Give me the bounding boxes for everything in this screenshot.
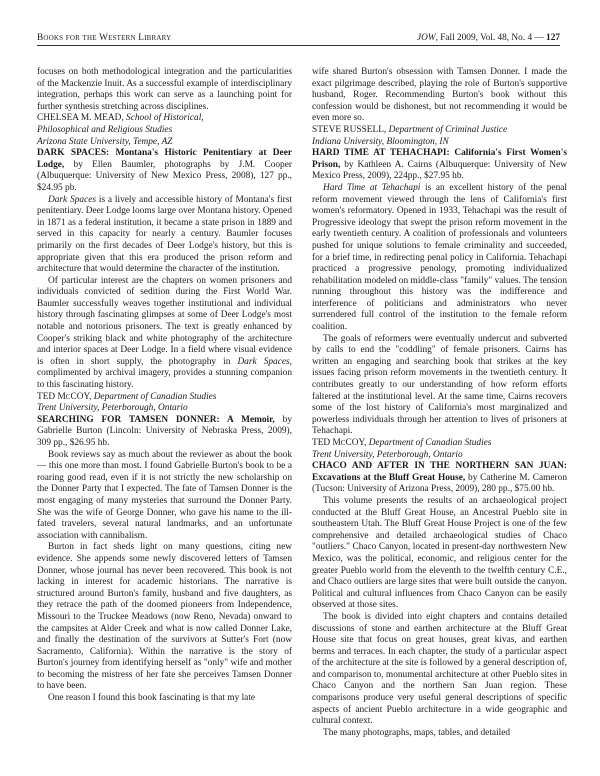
reviewer-affiliation: Department of Criminal Justice xyxy=(388,124,508,135)
review-book-details: by Catherine M. Cameron (Tucson: University of Arizona Press, 2009), 280 pp., $75.00 hb. xyxy=(312,472,567,495)
review-paragraph xyxy=(312,183,567,334)
book-review xyxy=(312,148,567,461)
review-book-details: by Kathleen A. Cairns (Albuquerque: University of New Mexico Press, 2009), 224pp., $27.95 hb. xyxy=(312,159,567,182)
review-book-details: by Gabrielle Burton (Lincoln: University of Nebraska Press, 2009), 309 pp., $26.95 hb. xyxy=(37,414,292,448)
left-column xyxy=(37,67,292,705)
review-paragraph: The many photographs, maps, tables, and detailed xyxy=(323,727,511,738)
right-column xyxy=(312,67,567,739)
header-journal: JOW xyxy=(416,33,436,43)
review-paragraph: Book reviews say as much about the reviewer as about the book — this one more than most. I found Gabrielle Burton's book to be a roaring good read, even if it is not strictly the new scholarship on the Donner Party that I expected. The fate of Tamsen Donner is the most engaging of many mysteries that surround the Donner Party. She was the wife of George Donner, who gave his name to the ill-fated travelers, several natural landmarks, and an unfortunate association with cannibalism. xyxy=(37,449,292,541)
reviewer-affiliation: Department of Canadian Studies xyxy=(93,391,217,402)
reviewer-signature xyxy=(37,113,292,148)
review-paragraph: This volume presents the results of an archaeological project conducted at the Bluff Great House, an Ancestral Pueblo site in southeastern Utah. The Bluff Great House Project is one of the few comprehensive and detailed archaeological studies of Chaco "outliers." Chaco Canyon, located in present-day northwestern New Mexico, was the political, economic, and religious center for the greater Pueblo world from the eleventh to the twelfth century C.E., and Chaco outliers are large sites that were built outside the canyon. Political and cultural influences from Chaco Canyon can be easily observed at those sites. xyxy=(312,495,567,611)
review-paragraph: The book is divided into eight chapters and contains detailed discussions of stone and earthen architecture at the Bluff Great House site that focus on great houses, great kivas, and earthen berms and terraces. In each chapter, the study of a particular aspect of the architecture at the site is followed by a general description of, and comparison to, monumental architecture at other Pueblo sites in Chaco Canyon and the northern San Juan region. These comparisons produce very useful general descriptions of specific aspects of ancient Pueblo architecture in a wide geographic and cultural context. xyxy=(312,611,567,727)
review-paragraph xyxy=(37,276,292,392)
reviewer-name: TED McCOY, xyxy=(312,438,367,448)
header-citation xyxy=(417,33,560,43)
reviewer-affiliation: Trent University, Peterborough, Ontario xyxy=(312,449,463,460)
review-book-title: SEARCHING FOR TAMSEN DONNER: A Memoir, xyxy=(37,414,275,425)
continued-review-text: wife shared Burton's obsession with Tamsen Donner. I made the exact pilgrimage described, playing the role of Burton's supportive husband, Roger. Recommending Burton's book without this confession would be dishonest, but not recommending it would be even more so. xyxy=(312,67,567,124)
page-number: 127 xyxy=(546,33,560,43)
running-header xyxy=(37,31,560,46)
italic-title: Hard Time at Tehachapi xyxy=(323,182,421,193)
italic-title: Dark Spaces xyxy=(48,194,96,205)
reviewer-name: CHELSEA M. MEAD, xyxy=(37,113,124,124)
review-book-details: by Ellen Baumler, photographs by J.M. Cooper (Albuquerque: University of New Mexico Press, 2008), 127 pp., $24.95 pb. xyxy=(37,159,292,193)
review-book-title: DARK SPACES: Montana's Historic Penitentiary at Deer Lodge, xyxy=(37,148,292,170)
reviewer-affiliation: School of Historical, xyxy=(126,113,204,124)
book-review xyxy=(37,148,292,415)
continued-review-text: focuses on both methodological integration and the particularities of the Mackenzie Inuit. As a successful example of interdisciplinary integration, perhaps this work can serve as a launching point for further synthesis stretching across disciplines. xyxy=(37,67,292,112)
reviewer-affiliation: Department of Canadian Studies xyxy=(368,438,492,448)
review-paragraph: The goals of reformers were eventually undercut and subverted by calls to end the "coddling" of female prisoners. Cairns has written an engaging and searching book that strikes at the key issues facing prison reform movements in the twentieth century. It contributes greatly to our understanding of how reform efforts faltered at the institutional level. At the same time, Cairns recovers some of the lost history of California's most marginalized and powerless individuals through her attention to lives of prisoners at Tehachapi. xyxy=(312,333,567,437)
reviewer-name: TED McCOY, xyxy=(37,391,92,402)
reviewer-affiliation: Trent University, Peterborough, Ontario xyxy=(37,403,188,414)
book-review xyxy=(37,415,292,705)
paragraph-text: is a lively and accessible history of Montana's first penitentiary. Deer Lodge looms large over Montana history. Opened in 1871 as a federal institution, it became a state prison in 1889 and served in this capacity for nearly a century. Baumler focuses primarily on the first decades of Deer Lodge's history, but this is appropriate given that this era produced the prison reform and architecture that would determine the character of the institution. xyxy=(37,194,292,275)
review-paragraph xyxy=(37,195,292,276)
review-paragraph: Burton in fact sheds light on many questions, citing new evidence. She appends some newly discovered letters of Tamsen Donner, whose journal has never been recovered. This book is not lacking in interest for academic historians. The narrative is structured around Burton's family, husband and five daughters, as they retrace the path of the doomed pioneers from Independence, Missouri to the Truckee Meadows (now Reno, Nevada) onward to the campsites at Alder Creek and what is now called Donner Lake, and finally the destination of the survivors at Sutter's Fort (now Sacramento, California). Within the narrative is the story of Burton's journey from identifying herself as "only" wife and mother to becoming the mistress of her fate she perceives Tamsen Donner to have been. xyxy=(37,542,292,692)
reviewer-affiliation: Philosophical and Religious Studies xyxy=(37,124,173,135)
reviewer-affiliation: Indiana University, Bloomington, IN xyxy=(312,136,449,147)
header-section-title: Books for the Western Library xyxy=(37,33,172,43)
header-issue: , Fall 2009, Vol. 48, No. 4 — xyxy=(435,33,544,43)
paragraph-text: , complimented by archival imagery, provides a stunning companion to this fascinating history. xyxy=(37,356,292,391)
reviewer-affiliation: Arizona State University, Tempe, AZ xyxy=(37,136,173,147)
paragraph-text: is an excellent history of the penal reform movement viewed through the lens of California's first women's reformatory. Opened in 1933, Tehachapi was the result of Progressive ideology that swept the prison reform movement in the early twentieth century. A coalition of professionals and volunteers pushed for unique solutions to female criminality and succeeded, for a brief time, in redirecting penal policy in California. Tehachapi practiced a progressive penology, promoting individualized rehabilitation modeled on middle-class "family" values. The tension running throughout this history was the indifference and interference of politicians and administrators who never surrendered full control of the institution to the female reform coalition. xyxy=(312,182,567,333)
review-book-title: HARD TIME AT TEHACHAPI: California's First Women's Prison, xyxy=(312,148,567,170)
review-paragraph: One reason I found this book fascinating is that my late xyxy=(48,693,256,704)
book-review xyxy=(312,461,567,739)
paragraph-text: Of particular interest are the chapters on women prisoners and individuals convicted of sedition during the First World War. Baumler successfully weaves together institutional and individual history through fascinating glimpses at some of Deer Lodge's most notable and notorious prisoners. The text is greatly enhanced by Cooper's striking black and white photography of the architecture and interior spaces at Deer Lodge. In a field where visual evidence is often in short supply, the photography in xyxy=(37,275,292,367)
italic-title: Dark Spaces xyxy=(237,356,290,367)
review-book-title: CHACO AND AFTER IN THE NORTHERN SAN JUAN: Excavations at the Bluff Great House, xyxy=(312,461,567,483)
reviewer-name: STEVE RUSSELL, xyxy=(312,124,387,135)
